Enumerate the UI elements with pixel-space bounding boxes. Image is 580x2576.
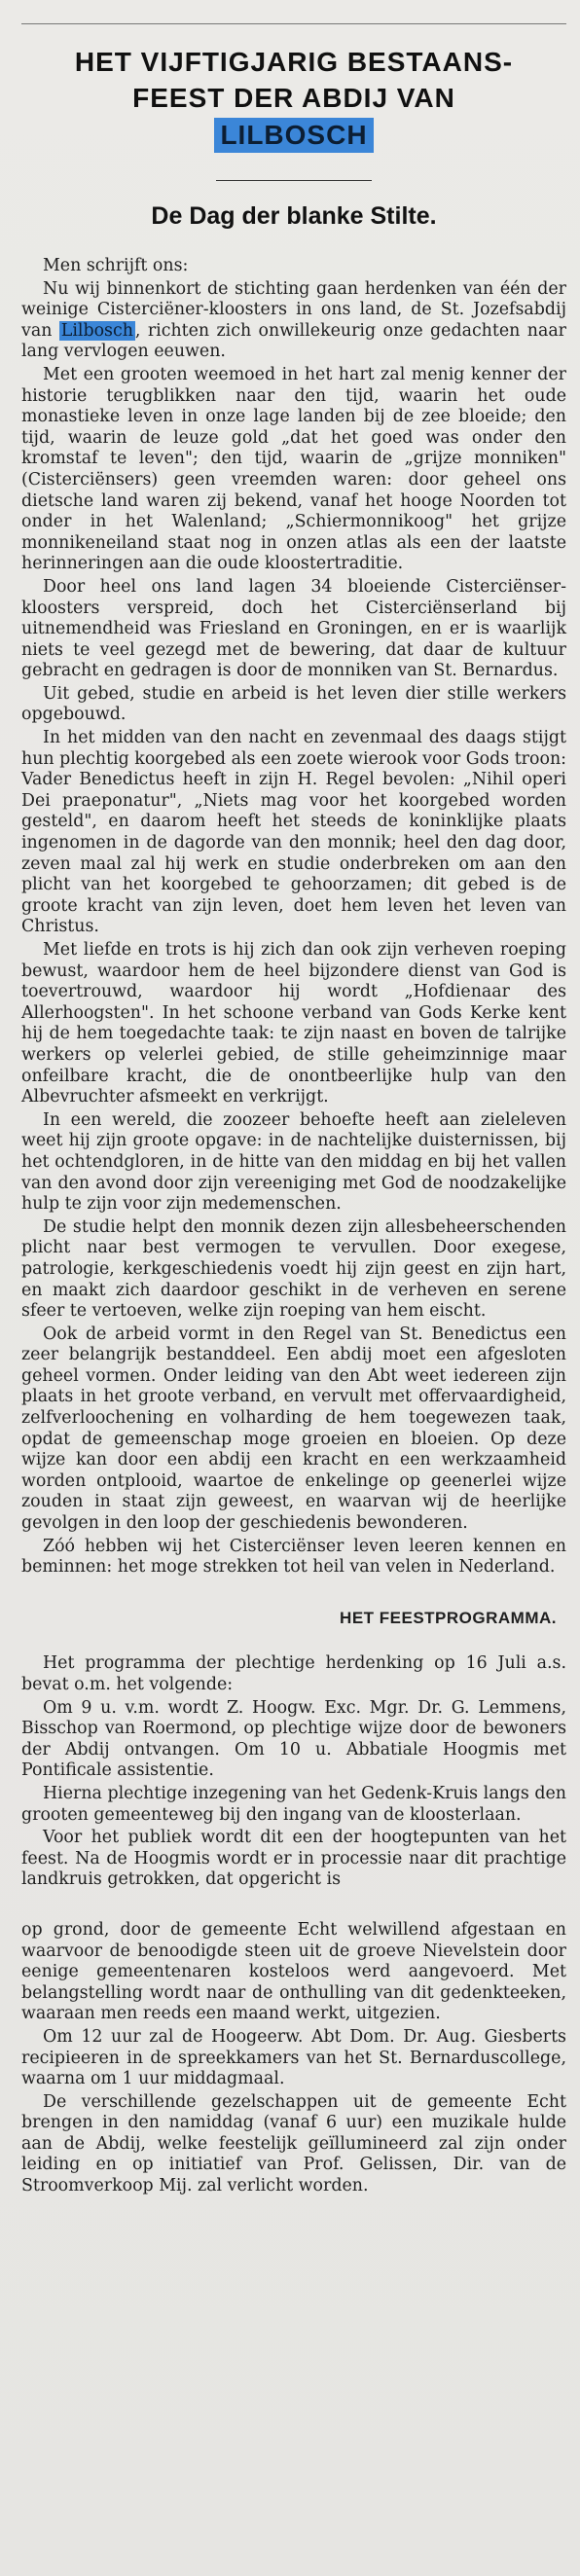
- program-paragraph: Het programma der plechtige herdenking op 16 Juli a.s. bevat o.m. het volgende:: [21, 1653, 566, 1694]
- top-rule: [21, 23, 566, 34]
- subheadline: De Dag der blanke Stilte.: [151, 202, 437, 230]
- program-paragraph: Hierna plechtige inzegening van het Gedenk-Kruis langs den grooten gemeenteweg bij den ingang van de kloosterlaan.: [21, 1783, 566, 1825]
- search-highlight[interactable]: Lilbosch: [60, 320, 133, 341]
- article-paragraph: Met een grooten weemoed in het hart zal menig kenner der historie terugblikken naar den tijd, waarin het oude monastieke leven in onze lage landen bij de zee bloeide; den tijd, waarin de leuze gold „dat het goed was onder den kromstaf te leven"; den tijd, waarin de „grijze monniken" (Cisterciënsers) geen vreemden waren: door geheel ons dietsche land waren zij bekend, vanaf het hooge Noorden tot onder in het Walenland; „Schiermonnikoog" het grijze monnikeneiland staat nog in onzen atlas als een der laatste herinneringen aan die oude kloostertraditie.: [21, 364, 566, 574]
- program-paragraph: Voor het publiek wordt dit een der hoogtepunten van het feest. Na de Hoogmis wordt er in processie naar dit prachtige landkruis getrokken, dat opgericht is: [21, 1828, 566, 1890]
- article-paragraph: In het midden van den nacht en zevenmaal des daags stijgt hun plechtig koorgebed als een zoete wierook voor Gods troon: Vader Benedictus heeft in zijn H. Regel bevolen: „Nihil operi Dei praeponatur", „Niets mag voor het koorgebed worden gesteld", en daarom heeft het steeds de koninklijke plaats ingenomen in de dagorde van den monnik; heel den dag door, zeven maal zal hij werk en studie onderbreken om aan den plicht van het koorgebed te gehoorzamen; dit gebed is de groote kracht van zijn leven, doet hem leven het leven van Christus.: [21, 728, 566, 937]
- program-paragraph: Om 9 u. v.m. wordt Z. Hoogw. Exc. Mgr. Dr. G. Lemmens, Bisschop van Roermond, op plechtige wijze door de bewoners der Abdij ontvangen. Om 10 u. Abbatiale Hoogmis met Pontificale assistentie.: [21, 1697, 566, 1781]
- article-paragraph: [21, 279, 566, 363]
- program-paragraph-continued: op grond, door de gemeente Echt welwillend afgestaan en waarvoor de benoodigde steen uit de groeve Nievelstein door eenige gemeentenaren kosteloos werd aangevoerd. Met belangstelling wordt naar de onthulling van dit gedenkteeken, waaraan men reeds een maand werkt, uitgezien.: [21, 1919, 566, 2024]
- article-paragraph: Men schrijft ons:: [43, 256, 189, 275]
- headline-line-1: HET VIJFTIGJARIG BESTAANS-: [74, 47, 514, 77]
- article-paragraph: Met liefde en trots is hij zich dan ook zijn verheven roeping bewust, waardoor hem de heel bijzondere dienst van God is toevertrouwd, waardoor hij wordt „Hofdienaar des Allerhoogsten". In het schoone verband van Gods Kerke kent hij de hem toegedachte taak: te zijn naast en boven de talrijke werkers op velerlei gebied, de stille geheimzinnige maar onfeilbare kracht, die de onontbeerlijke hulp van den Albevruchter afsmeekt en verkrijgt.: [21, 940, 566, 1107]
- article-paragraph: Zóó hebben wij het Cisterciënser leven leeren kennen en beminnen: het moge strekken tot heil van velen in Nederland.: [21, 1536, 566, 1578]
- article-paragraph: Door heel ons land lagen 34 bloeiende Cisterciënser-kloosters verspreid, doch het Cisterciënserland bij uitnemendheid was Friesland en Groningen, en er is waarlijk niets te veel gezegd met de bewering, dat daar de kultuur gebracht en gedragen is door de monniken van St. Bernardus.: [21, 576, 566, 681]
- headline-line-2: FEEST DER ABDIJ VAN: [132, 83, 455, 113]
- separator-rule: [216, 180, 372, 181]
- article-text: Nu wij binnenkort de stichting gaan herdenken van één der weinige Cisterciëner-kloosters in ons land, de St. Jozefsabdij van: [21, 278, 566, 341]
- program-paragraph: Om 12 uur zal de Hoogeerw. Abt Dom. Dr. Aug. Giesberts recipieeren in de spreekkamers van het St. Bernarduscollege, waarna om 1 uur middagmaal.: [21, 2026, 566, 2089]
- article-text: , richten zich onwillekeurig onze gedachten naar lang vervlogen eeuwen.: [21, 320, 566, 362]
- article-body: [21, 256, 566, 2197]
- article-paragraph: Ook de arbeid vormt in den Regel van St. Benedictus een zeer belangrijk bestanddeel. Een abdij moet een afgesloten geheel vormen. Onder leiding van den Abt weet iedereen zijn plaats in het groote verband, en vervult met offervaardigheid, zelfverloochening en volharding de hem toegewezen taak, opdat de gemeenschap moge groeien en bloeien. Op deze wijze kan door een abdij een kracht en een werkzaamheid worden ontplooid, waartoe de enkelinge op geenerlei wijze zouden in staat zijn geweest, en waarvan wij de heerlijke gevolgen in den loop der geschiedenis bewonderen.: [21, 1324, 566, 1534]
- headline-line-3-highlighted[interactable]: LILBOSCH: [214, 118, 373, 153]
- program-paragraph: De verschillende gezelschappen uit de gemeente Echt brengen in den namiddag (vanaf 6 uur) een muzikale hulde aan de Abdij, welke feestelijk geïllumineerd zal zijn onder leiding en op initiatief van Prof. Gelissen, Dir. van de Stroomverkoop Mij. zal verlicht worden.: [21, 2091, 566, 2196]
- article-paragraph: In een wereld, die zoozeer behoefte heeft aan zieleleven weet hij zijn groote opgave: in de nachtelijke duisternissen, bij het ochtendgloren, in de hitte van den middag en bij het vallen van den avond door zijn vereeniging met God de noodzakelijke hulp te zijn voor zijn medemenschen.: [21, 1109, 566, 1215]
- article-paragraph: De studie helpt den monnik dezen zijn allesbeheerschenden plicht naar best vermogen te vervullen. Door exegese, patrologie, kerkgeschiedenis voedt hij zijn geest en zijn hart, en maakt zich daardoor geschikt in de verheven en serene sfeer te vertoeven, welke zijn roeping van hem eischt.: [21, 1216, 566, 1322]
- article-paragraph: Uit gebed, studie en arbeid is het leven dier stille werkers opgebouwd.: [21, 683, 566, 725]
- column-gap: [21, 1893, 566, 1920]
- headline: [21, 44, 566, 153]
- section-heading-program: HET FEESTPROGRAMMA.: [340, 1608, 557, 1627]
